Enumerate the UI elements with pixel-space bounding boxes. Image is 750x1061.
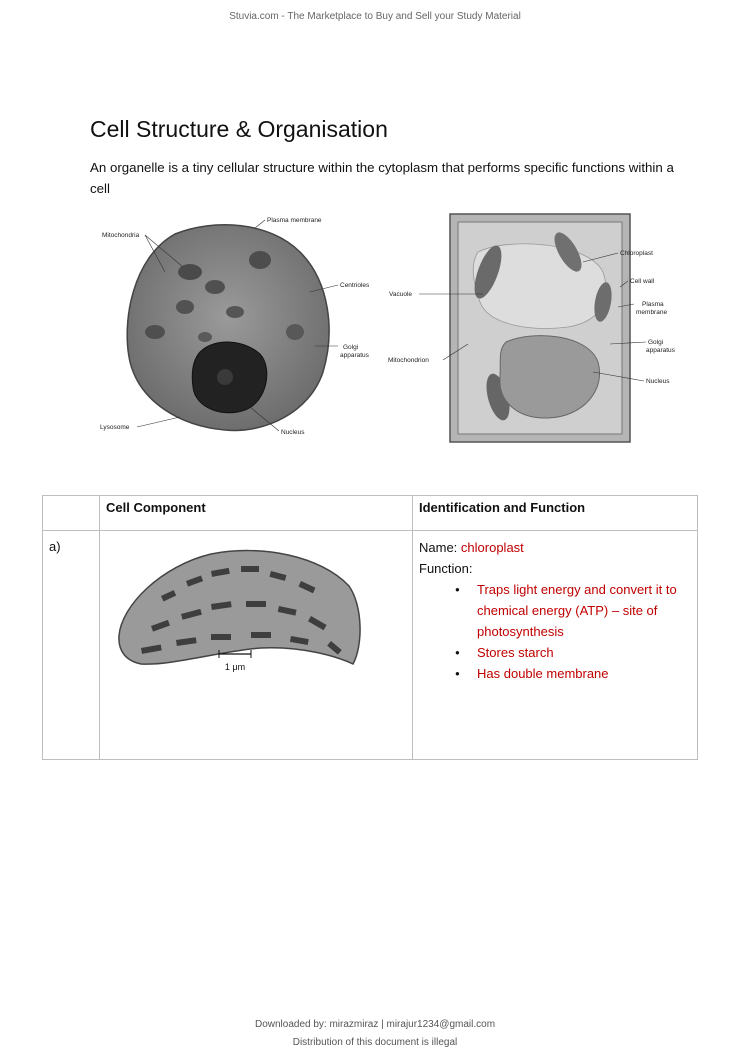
name-line bbox=[419, 537, 691, 558]
label-golgi: Golgi bbox=[343, 344, 359, 351]
chloroplast-micrograph-cell bbox=[100, 531, 413, 760]
label-lysosome: Lysosome bbox=[100, 424, 130, 431]
label-cell-wall: Cell wall bbox=[630, 278, 655, 285]
row-label: a) bbox=[43, 531, 100, 760]
function-list bbox=[419, 579, 691, 684]
header-cell-component: Cell Component bbox=[100, 496, 413, 531]
label-plasma-membrane: Plasma membrane bbox=[267, 217, 322, 224]
identification-function-cell bbox=[413, 531, 698, 760]
label-vacuole: Vacuole bbox=[389, 291, 413, 298]
label-mitochondria: Mitochondria bbox=[102, 232, 140, 239]
list-item: ● Has double membrane bbox=[477, 663, 691, 684]
animal-cell-micrograph bbox=[95, 212, 385, 442]
function-label: Function: bbox=[419, 561, 473, 576]
page-header: Stuvia.com - The Marketplace to Buy and Sell your Study Material bbox=[229, 11, 521, 22]
label-nucleus: Nucleus bbox=[646, 378, 670, 385]
plant-cell-micrograph bbox=[388, 212, 688, 444]
label-mitochondrion: Mitochondrion bbox=[388, 357, 429, 364]
header-blank bbox=[43, 496, 100, 531]
footer-downloaded: Downloaded by: mirazmiraz | mirajur1234@gmail.com bbox=[254, 1019, 496, 1030]
list-item: ● Stores starch bbox=[477, 642, 691, 663]
table-row bbox=[43, 531, 698, 760]
scale-bar-label: 1 μm bbox=[224, 662, 246, 672]
label-apparatus: apparatus bbox=[340, 352, 369, 359]
label-membrane: membrane bbox=[636, 309, 668, 316]
name-label: Name: bbox=[419, 540, 458, 555]
cell-component-table bbox=[42, 495, 698, 760]
page-title: Cell Structure & Organisation bbox=[90, 116, 388, 142]
table-header-row bbox=[43, 496, 698, 531]
label-nucleus: Nucleus bbox=[281, 429, 305, 436]
intro-paragraph: An organelle is a tiny cellular structure within the cytoplasm that performs specific functions within a cell bbox=[90, 160, 674, 196]
label-apparatus: apparatus bbox=[646, 347, 675, 354]
chloroplast-micrograph bbox=[101, 536, 401, 686]
label-centrioles: Centrioles bbox=[340, 282, 370, 289]
label-chloroplast: Chloroplast bbox=[620, 250, 653, 257]
list-item: ● Traps light energy and convert it to chemical energy (ATP) – site of photosynthesis bbox=[477, 579, 691, 642]
label-plasma: Plasma bbox=[642, 301, 664, 308]
footer-distribution: Distribution of this document is illegal bbox=[292, 1037, 458, 1048]
name-value: chloroplast bbox=[460, 540, 524, 555]
label-golgi: Golgi bbox=[648, 339, 664, 346]
header-identification: Identification and Function bbox=[413, 496, 698, 531]
